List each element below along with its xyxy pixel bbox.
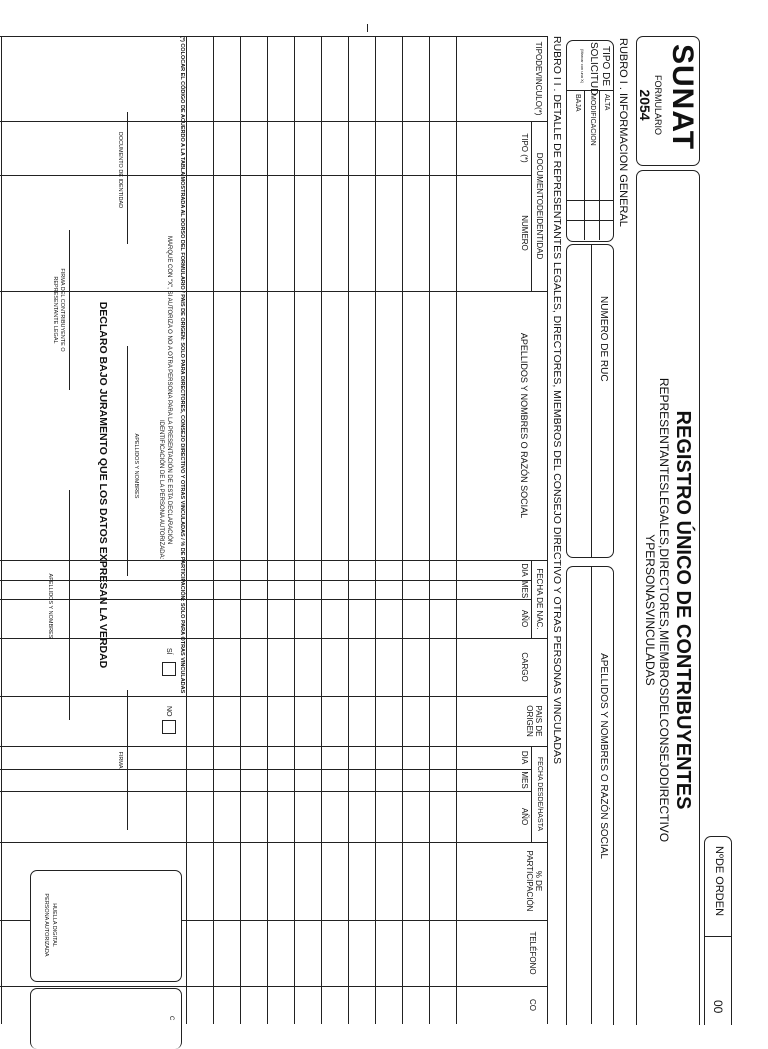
si-checkbox[interactable] bbox=[162, 662, 176, 676]
hdr-anio-2: AÑO bbox=[520, 807, 529, 826]
checkbox-alta[interactable] bbox=[602, 204, 612, 216]
table-row bbox=[429, 36, 430, 1024]
tipo-solicitud-note: (Marcar con una X) bbox=[580, 48, 585, 84]
hdr-mes-2: MES bbox=[520, 771, 529, 789]
checkbox-modificacion[interactable] bbox=[587, 204, 597, 216]
auth-firma-label: FIRMA bbox=[117, 751, 123, 769]
rubro1-title: RUBRO I . INFORMACION GENERAL bbox=[617, 38, 629, 227]
tipo-solicitud-label-2: SOLICITUD bbox=[588, 42, 599, 96]
table-row bbox=[240, 36, 241, 1024]
hdr-fecha-nac: FECHA DE NAC. bbox=[535, 568, 544, 630]
hdr-participacion-1: % DE bbox=[534, 870, 543, 892]
doc-identidad-line bbox=[127, 112, 128, 244]
decl-names-line bbox=[69, 490, 70, 720]
form-subtitle-2: YPERSONASVINCULADAS bbox=[643, 534, 657, 686]
tipo-solicitud-label-1: TIPO DE bbox=[600, 45, 611, 86]
form-subtitle-1: REPRESENTANTESLEGALES,DIRECTORES,MIEMBROSDELCONSEJODIRECTIVO bbox=[657, 377, 671, 843]
rubro2-footnote: (*) COLOCAR EL CÓDIGO DE ACUERDO A LA TABLA MOSTRADA AL DORSO DEL FORMULARIO / PAIS DE ORIGEN: SOLO PARA DIRECTORES, CONSEJO DIRECTIVO Y OTRAS VINCULADAS / % DE PARTICIPACIÓN: SOLO PARA OTRAS VINCULADAS bbox=[179, 36, 185, 694]
hdr-correo: CO bbox=[528, 999, 537, 1011]
hdr-apellidos: APELLIDOS Y NOMBRES O RAZÓN SOCIAL bbox=[519, 332, 529, 519]
sunat-logo: SUNAT bbox=[666, 44, 699, 151]
rubro2-title: RUBRO I I . DETALLE DE REPRESENTANTES LEGALES, DIRECTORES, MIEMBROS DEL CONSEJO DIRECTIVO Y OTRAS PERSONAS VINCULADAS bbox=[551, 36, 563, 764]
huella-label-1: HUELLA DIGITAL bbox=[51, 903, 57, 947]
table-row bbox=[186, 36, 187, 1024]
option-baja: BAJA bbox=[574, 94, 581, 112]
form-number: 2054 bbox=[637, 89, 653, 121]
table-row bbox=[294, 36, 295, 1024]
hdr-mes: MES bbox=[520, 580, 529, 599]
last-box-label: C bbox=[168, 1016, 174, 1021]
si-label: SÍ bbox=[165, 648, 172, 655]
order-value: 00 bbox=[711, 1000, 725, 1014]
table-row bbox=[321, 36, 322, 1024]
hdr-doc-tipo: TIPO (*) bbox=[520, 133, 529, 163]
firma-contribuyente-2: REPRESENTANTE LEGAL bbox=[52, 276, 58, 344]
table-row bbox=[267, 36, 268, 1024]
auth-names-label: APELLIDOS Y NOMBRES bbox=[133, 433, 139, 499]
decl-names-label: APELLIDOS Y NOMBRES bbox=[47, 573, 53, 639]
declaration-text: DECLARO BAJO JURAMENTO QUE LOS DATOS EXPRESAN LA VERDAD bbox=[97, 301, 109, 669]
hdr-pais-origen-2: ORIGEN bbox=[525, 705, 534, 737]
order-label: NºDE ORDEN bbox=[713, 846, 725, 917]
table-row bbox=[348, 36, 349, 1024]
form-label: FORMULARIO bbox=[653, 74, 663, 135]
auth-names-line bbox=[127, 346, 128, 576]
hdr-participacion-2: PARTICIPACIÓN bbox=[525, 850, 534, 912]
table-row bbox=[375, 36, 376, 1024]
checkbox-baja[interactable] bbox=[572, 204, 582, 216]
name-label: APELLIDOS Y NOMBRES O RAZÓN SOCIAL bbox=[598, 653, 609, 859]
hdr-doc-numero: NUMERO bbox=[520, 215, 529, 251]
authorization-text: MARQUE CON "X", SI AUTORIZA O NO A OTRA PERSONA PARA LA PRESENTACIÓN DE ESTA DECLARACIÓN bbox=[166, 236, 172, 545]
last-box bbox=[30, 988, 182, 1049]
hdr-doc-identidad: DOCUMENTODEIDENTIDAD bbox=[535, 152, 544, 260]
firma-contribuyente-1: FIRMA DEL CONTRIBUYENTE O bbox=[59, 268, 65, 352]
option-alta: ALTA bbox=[603, 94, 610, 111]
form-title: REGISTRO ÚNICO DE CONTRIBUYENTES bbox=[672, 410, 694, 810]
hdr-dia: DIA bbox=[520, 563, 529, 577]
table-row bbox=[213, 36, 214, 1024]
no-label: NO bbox=[165, 706, 172, 717]
firma-contribuyente-line bbox=[69, 230, 70, 390]
doc-identidad-label: DOCUMENTO DE IDENTIDAD bbox=[117, 131, 123, 209]
hdr-fecha-desde: FECHA DESDE/HASTA bbox=[536, 756, 543, 832]
auth-firma-line bbox=[127, 690, 128, 830]
hdr-pais-origen-1: PAIS DE bbox=[534, 705, 543, 737]
hdr-cargo: CARGO bbox=[520, 652, 529, 682]
ruc-label: NUMERO DE RUC bbox=[598, 296, 609, 382]
huella-label-2: PERSONA AUTORIZADA bbox=[43, 893, 49, 957]
hdr-anio: AÑO bbox=[520, 609, 529, 628]
table-row bbox=[402, 36, 403, 1024]
hdr-tipo-vinculo: TIPODEVINCULO(*) bbox=[534, 41, 543, 116]
hdr-dia-2: DIA bbox=[520, 750, 529, 765]
option-modificacion: MODIFICACION bbox=[589, 94, 596, 146]
authorization-id-label: IDENTIFICACIÓN DE LA PERSONA AUTORIZADA: bbox=[158, 420, 164, 560]
name-input[interactable] bbox=[572, 572, 588, 1012]
ruc-input[interactable] bbox=[572, 250, 588, 550]
no-checkbox[interactable] bbox=[162, 720, 176, 734]
hdr-telefono: TELÉFONO bbox=[528, 931, 537, 975]
